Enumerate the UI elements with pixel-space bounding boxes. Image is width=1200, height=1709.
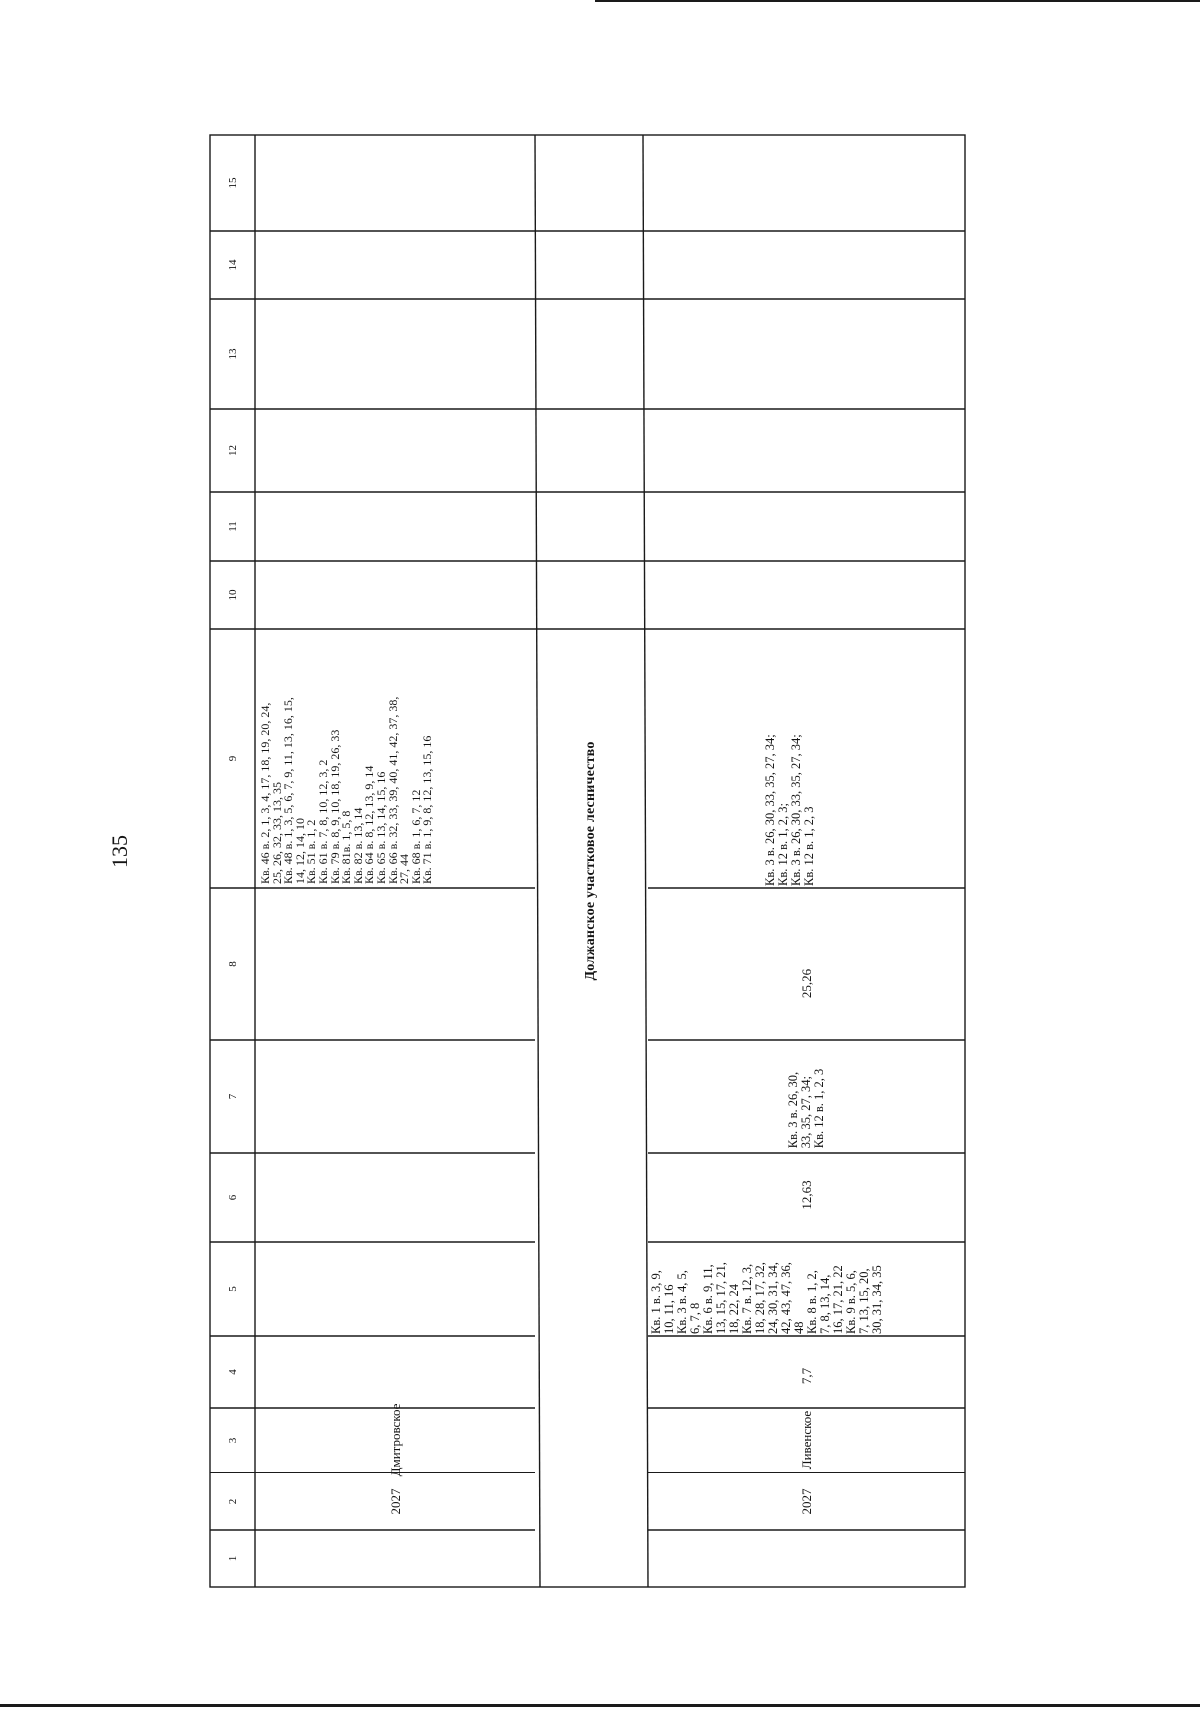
column-number-14: 14 (226, 259, 239, 271)
row-livenskoe-forestry: Ливенское (798, 1410, 814, 1470)
column-number-1: 1 (226, 1555, 239, 1562)
region-title: Должанское участковое лесничество (583, 741, 598, 981)
row-livenskoe-col7-quarters: Кв. 3 в. 26, 30, 33, 35, 27, 34; Кв. 12 в. 1, 2, 3 (786, 1068, 826, 1149)
column-number-3: 3 (226, 1437, 239, 1444)
row-dmitrovskoe-year: 2027 (388, 1488, 403, 1515)
column-number-13: 13 (226, 348, 239, 360)
row-livenskoe-col4: 7,7 (798, 1367, 814, 1385)
row-dmitrovskoe-forestry: Дмитровское (388, 1403, 403, 1477)
column-number-12: 12 (226, 445, 239, 456)
column-number-15: 15 (226, 177, 239, 189)
row-dmitrovskoe-quarters: Кв. 46 в. 2, 1, 3, 4, 17, 18, 19, 20, 24, 25, 26, 32, 33, 13, 35 Кв. 48 в. 1, 3, 5, 6, 7, 9, 11, 13, 16, 15, 14, 12, 14, 10 Кв. 51 в. 1, 2 Кв. 61 в. 7, 8, 10, 12, 3, 2 Кв. 79 в. 8, 9, 10, 18, 19, 26, 33 Кв. 81в. 1, 5, 8 Кв. 82 в. 13, 14 Кв. 64 в. 8, 12, 13, 9, 14 Кв. 65 в. 13, 14, 15, 16 Кв. 66 в. 32, 33, 39, 40, 41, 42, 37, 38, 27, 44 Кв. 68 в. 1, 6, 7, 12 Кв. 71 в. 1, 9, 8, 12, 13, 15, 16 (258, 696, 435, 884)
page-number: 135 (107, 835, 132, 868)
column-number-6: 6 (226, 1194, 239, 1201)
row-livenskoe-col5-quarters: Кв. 1 в. 3, 9, 10, 11, 16 Кв. 3 в. 4, 5, 6, 7, 8 Кв. 6 в. 9, 11, 13, 15, 17, 21, 18, 22, 24 Кв. 7 в. 12, 3, 18, 28, 17, 32, 24, 30, 31, 34, 42, 43, 47, 36, 48 Кв. 8 в. 1, 2, 7, 8, 13, 14, 16, 17, 21, 22 Кв. 9 в. 5, 6, 7, 13, 15, 20, 30, 31, 34, 35 (649, 1262, 884, 1334)
column-number-10: 10 (226, 589, 239, 601)
row-livenskoe-col9-quarters: Кв. 3 в. 26, 30, 33, 35, 27, 34; Кв. 12 в. 1, 2, 3; Кв. 3 в. 26, 30, 33, 35, 27, 34; Кв. 12 в. 1, 2, 3 (763, 734, 816, 886)
row-livenskoe-year: 2027 (798, 1488, 814, 1515)
column-number-4: 4 (226, 1369, 239, 1375)
column-number-2: 2 (226, 1498, 239, 1505)
row-livenskoe-col6: 12,63 (798, 1180, 814, 1210)
column-number-8: 8 (226, 961, 239, 967)
row-livenskoe-col8: 25,26 (798, 968, 814, 999)
column-number-9: 9 (226, 755, 239, 762)
column-number-7: 7 (226, 1093, 239, 1100)
column-number-11: 11 (226, 521, 239, 532)
column-number-5: 5 (226, 1286, 239, 1292)
